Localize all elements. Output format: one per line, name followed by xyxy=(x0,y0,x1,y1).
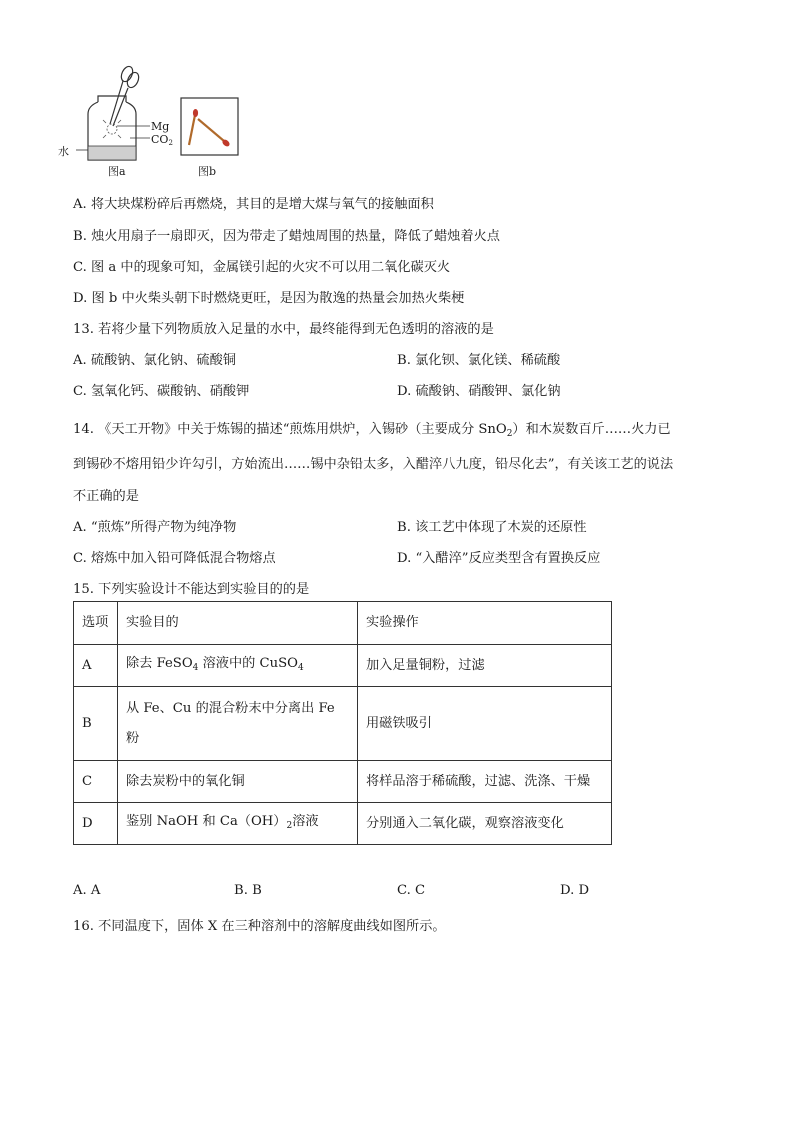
row-goal: 鉴别 NaOH 和 $Ca(OH)_2$溶液 xyxy=(118,803,358,845)
table-row xyxy=(74,803,612,845)
label-water: 水 xyxy=(58,145,69,158)
experiment-table xyxy=(73,601,612,845)
header-option: 选项 xyxy=(74,602,118,645)
row-goal: 除去炭粉中的氧化铜 xyxy=(118,761,358,803)
row-option: B xyxy=(74,687,118,761)
q13-option-a: A. 硫酸钠、氯化钠、硫酸铜 xyxy=(73,353,236,368)
q14-stem-line2: 到锡砂不熔用铅少许勾引，方始流出……锡中杂铅太多，入醋淬八九度，铅尽化去”，有关该工艺的说法 xyxy=(73,457,674,472)
q15-answer-b: B. B xyxy=(234,883,262,898)
q13-option-d: D. 硫酸钠、硝酸钾、氯化钠 xyxy=(397,384,561,399)
row-goal: 从 Fe、Cu 的混合粉末中分离出 Fe 粉 xyxy=(118,687,358,761)
header-operation: 实验操作 xyxy=(358,602,612,645)
q12-option-b: B. 烛火用扇子一扇即灭，因为带走了蜡烛周围的热量，降低了蜡烛着火点 xyxy=(73,229,500,244)
q13-stem: 13. 若将少量下列物质放入足量的水中，最终能得到无色透明的溶液的是 xyxy=(73,322,494,337)
row-option: D xyxy=(74,803,118,845)
table-row xyxy=(74,761,612,803)
q15-answer-a: A. A xyxy=(73,883,101,898)
table-header-row xyxy=(74,602,612,645)
q14-option-d: D. “入醋淬”反应类型含有置换反应 xyxy=(397,551,601,566)
q15-answer-d: D. D xyxy=(560,883,590,898)
q14-option-a: A. “煎炼”所得产物为纯净物 xyxy=(73,520,237,535)
q15-stem: 15. 下列实验设计不能达到实验目的的是 xyxy=(73,582,310,597)
q12-option-d: D. 图 b 中火柴头朝下时燃烧更旺，是因为散逸的热量会加热火柴梗 xyxy=(73,291,465,306)
q13-option-b: B. 氯化钡、氯化镁、稀硫酸 xyxy=(397,353,561,368)
table-row xyxy=(74,687,612,761)
q15-answer-c: C. C xyxy=(397,883,426,898)
row-option: A xyxy=(74,645,118,687)
figure-b-caption: 图b xyxy=(198,165,217,178)
q16-stem: 16. 不同温度下，固体 X 在三种溶剂中的溶解度曲线如图所示。 xyxy=(73,919,446,934)
q12-option-a: A. 将大块煤粉碎后再燃烧，其目的是增大煤与氧气的接触面积 xyxy=(73,197,434,212)
q14-option-c: C. 熔炼中加入铅可降低混合物熔点 xyxy=(73,551,276,566)
row-operation: 用磁铁吸引 xyxy=(358,687,612,761)
figure-b xyxy=(180,97,240,157)
row-operation: 分别通入二氧化碳，观察溶液变化 xyxy=(358,803,612,845)
figure-a-caption: 图a xyxy=(108,165,126,178)
header-goal: 实验目的 xyxy=(118,602,358,645)
row-operation: 将样品溶于稀硫酸，过滤、洗涤、干燥 xyxy=(358,761,612,803)
row-goal: 除去 FeSO$_4$ 溶液中的 CuSO$_4$ xyxy=(118,645,358,687)
q14-stem-line3: 不正确的是 xyxy=(73,489,139,504)
q14-option-b: B. 该工艺中体现了木炭的还原性 xyxy=(397,520,587,535)
label-mg: Mg xyxy=(151,120,170,133)
label-co2: $CO_2$ xyxy=(151,133,173,147)
q14-stem-line1: 14. 《天工开物》中关于炼锡的描述“煎炼用烘炉，入锡砂（主要成分 SnO$_2$）和木炭数百斤……火力已 xyxy=(73,422,671,439)
table-row xyxy=(74,645,612,687)
q12-option-c: C. 图 a 中的现象可知，金属镁引起的火灾不可以用二氧化碳灭火 xyxy=(73,260,451,275)
q13-option-c: C. 氢氧化钙、碳酸钠、硝酸钾 xyxy=(73,384,250,399)
row-operation: 加入足量铜粉，过滤 xyxy=(358,645,612,687)
row-option: C xyxy=(74,761,118,803)
